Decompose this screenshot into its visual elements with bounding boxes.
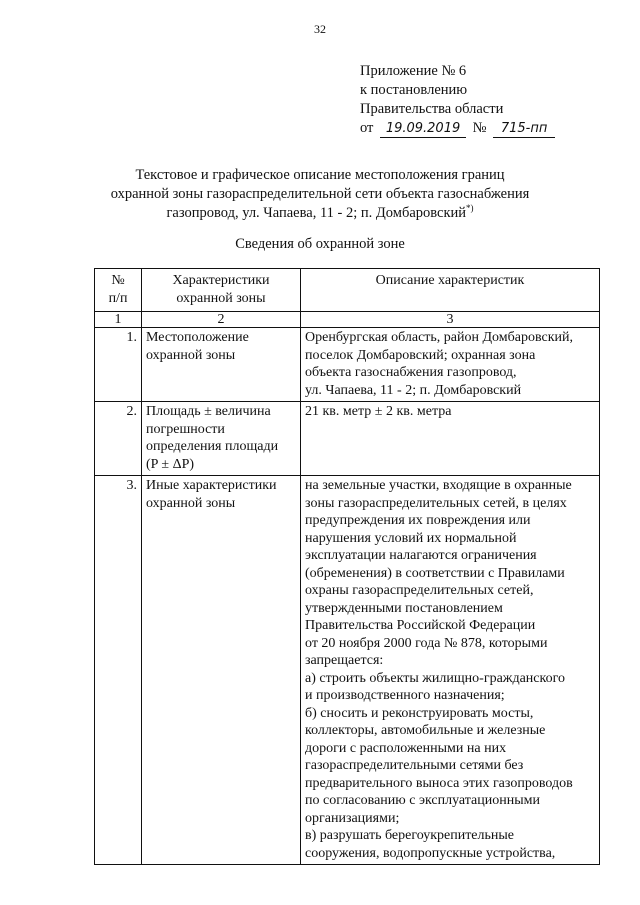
index-cell-1: 1 [95,312,142,328]
header-characteristics-text: Характеристики охранной зоны [172,273,270,306]
title-line-1: Текстовое и графическое описание местоположения границ [135,167,505,183]
row-number: 3. [95,476,142,865]
appendix-block [360,62,620,138]
header-characteristics [142,269,301,312]
row-number: 1. [95,328,142,402]
appendix-line-2: к постановлению [360,82,468,98]
header-description-text: Описание характеристик [375,273,525,288]
row-characteristic [142,476,301,865]
row-characteristic [142,328,301,402]
header-num-text: № п/п [108,273,128,306]
row-description-text: 21 кв. метр ± 2 кв. метра [305,404,452,419]
row-characteristic-text: Иные характеристики охранной зоны [146,478,277,511]
table-index-row [95,312,600,328]
header-num [95,269,142,312]
number-prefix: № [472,120,487,136]
footnote-mark: *) [466,203,474,214]
row-number: 2. [95,402,142,476]
appendix-date-line [360,119,620,138]
handwritten-number: 715-пп [493,121,555,138]
document-title [60,166,580,223]
appendix-line-3: Правительства области [360,101,504,117]
title-line-3 [60,204,580,223]
title-line-3-text: газопровод, ул. Чапаева, 11 - 2; п. Домбаровский [166,205,467,221]
header-description [301,269,600,312]
table-row [95,402,600,476]
page-number: 32 [314,22,326,36]
table-header-row [95,269,600,312]
table-row [95,328,600,402]
zone-table [94,268,600,865]
row-characteristic [142,402,301,476]
row-characteristic-text: Местоположение охранной зоны [146,330,249,363]
appendix-line-1: Приложение № 6 [360,63,467,79]
section-title: Сведения об охранной зоне [235,236,405,252]
row-description [301,476,600,865]
title-line-2: охранной зоны газораспределительной сети объекта газоснабжения [110,186,530,202]
handwritten-date: 19.09.2019 [380,121,466,138]
index-cell-2: 2 [142,312,301,328]
row-description-text: на земельные участки, входящие в охранные зоны газораспределительных сетей, в целях предупреждения их повреждения или нарушения условий их нормальной эксплуатации налагаются ограничения (обременения) в соответствии с Правилами охраны газораспределительных сетей, утвержденными постановлением Правительства Российской Федерации от 20 ноября 2000 года № 878, которыми запрещается: а) строить объекты жилищно-гражданского и производственного назначения; б) сносить и реконструировать мосты, коллекторы, автомобильные и железные дороги с расположенными на них газораспределительными сетями без предварительного выноса этих газопроводов по согласованию с эксплуатационными организациями; в) разрушать берегоукрепительные сооружения, водопропускные устройства, [305,478,573,861]
table-row [95,476,600,865]
row-description [301,402,600,476]
row-description-text: Оренбургская область, район Домбаровский, поселок Домбаровский; охранная зона объекта газоснабжения газопровод, ул. Чапаева, 11 - 2; п. Домбаровский [305,330,574,398]
row-description [301,328,600,402]
index-cell-3: 3 [301,312,600,328]
row-characteristic-text: Площадь ± величина погрешности определения площади (P ± ΔP) [146,404,279,472]
date-prefix: от [360,120,374,136]
